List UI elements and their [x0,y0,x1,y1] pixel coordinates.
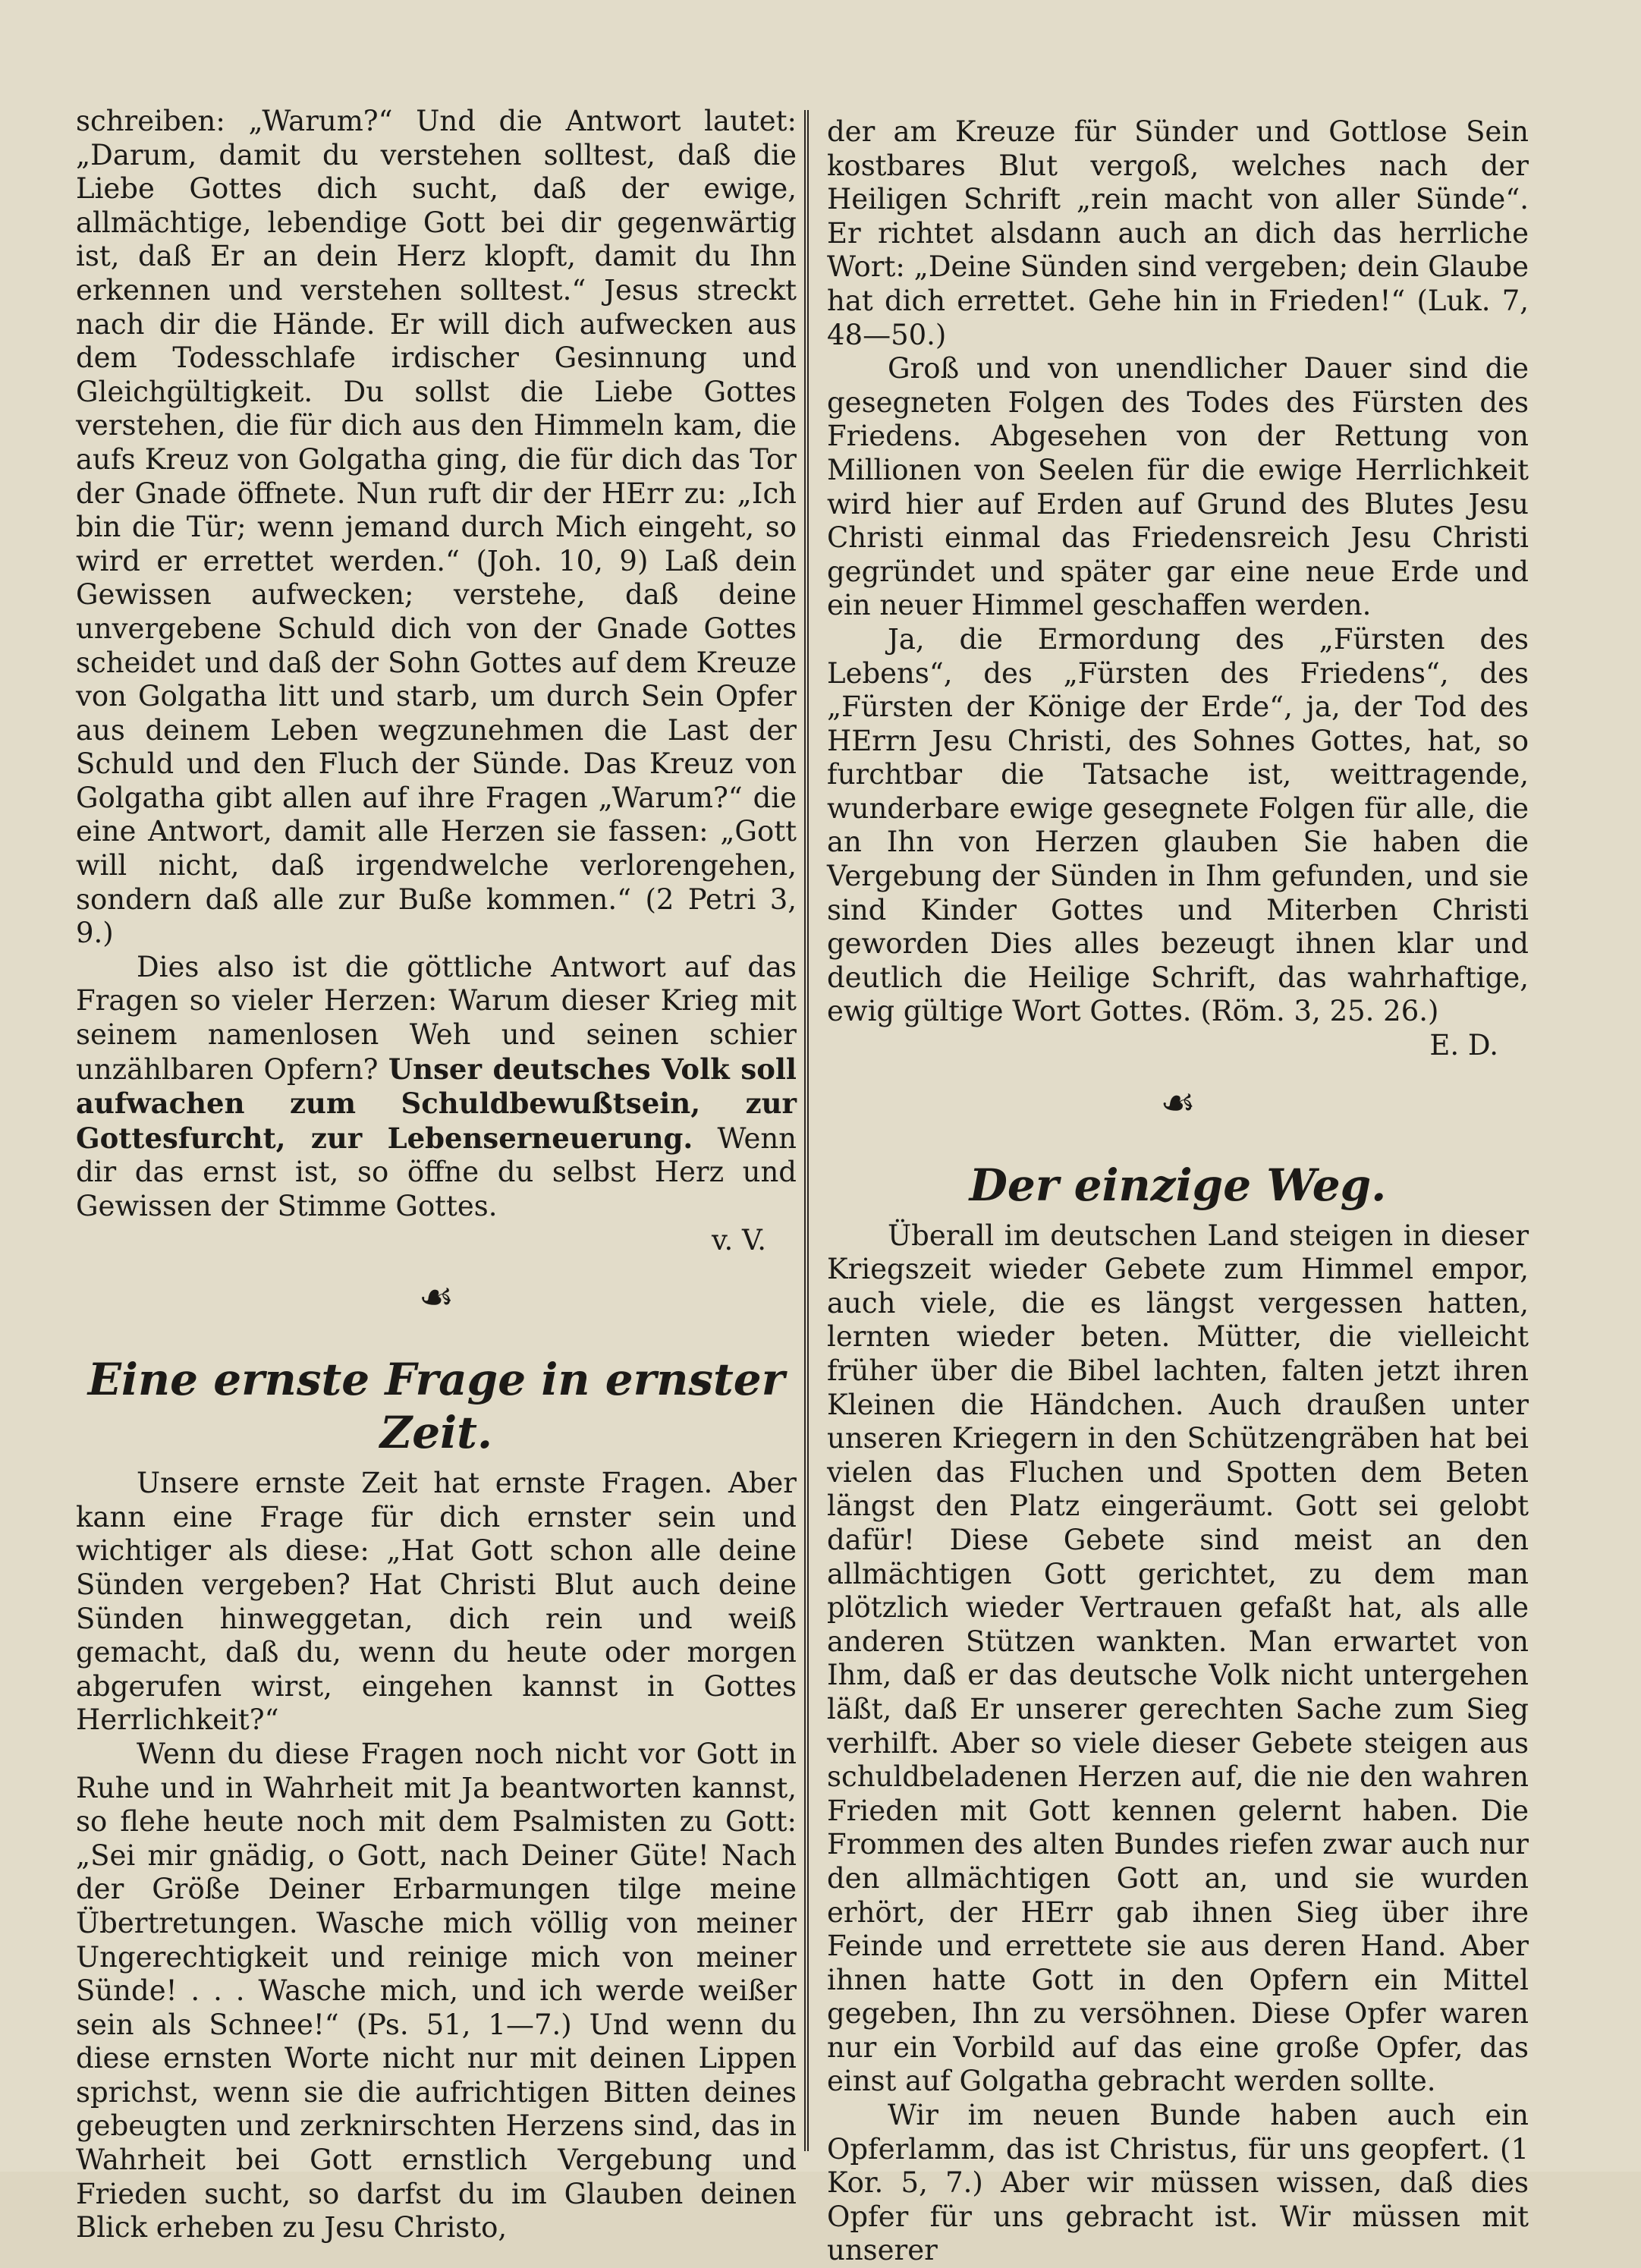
right-column [827,115,1529,2268]
ornament-icon: ☙ [1160,1080,1196,1126]
left-column [76,105,797,2245]
author-signature: v. V. [711,1223,766,1257]
paragraph: Ja, die Ermordung des „Fürsten des Lebens“, des „Fürsten des Friedens“, des „Fürsten der Könige der Erde“, ja, der Tod des HErrn Jesu Christi, des Sohnes Gottes, hat, so furchtbar die Tatsache ist, weittragende, wunderbare ewige gesegnete Folgen für alle, die an Ihn von Herzen glauben Sie haben die Vergebung der Sünden in Ihm gefunden, und sie sind Kinder Gottes und Miterben Christi geworden Dies alles bezeugt ihnen klar und deutlich die Heilige Schrift, das wahrhaftige, ewig gültige Wort Gottes. (Röm. 3, 25. 26.) [827,622,1529,1028]
paragraph: Wenn du diese Fragen noch nicht vor Gott in Ruhe und in Wahrheit mit Ja beantworten kannst, so flehe heute noch mit dem Psalmisten zu Gott: „Sei mir gnädig, o Gott, nach Deiner Güte! Nach der Größe Deiner Erbarmungen tilge meine Übertretungen. Wasche mich völlig von meiner Ungerechtigkeit und reinige mich von meiner Sünde! . . . Wasche mich, und ich werde weißer sein als Schnee!“ (Ps. 51, 1—7.) Und wenn du diese ernsten Worte nicht nur mit deinen Lippen sprichst, wenn sie die aufrichtigen Bitten deines gebeugten und zerknirschten Herzens sind, das in Wahrheit bei Gott ernstlich Vergebung und Frieden sucht, so darfst du im Glauben deinen Blick erheben zu Jesu Christo, [76,1737,797,2244]
paragraph: Groß und von unendlicher Dauer sind die gesegneten Folgen des Todes des Fürsten des Friedens. Abgesehen von der Rettung von Millionen von Seelen für die ewige Herrlichkeit wird hier auf Erden auf Grund des Blutes Jesu Christi einmal das Friedensreich Jesu Christi gegründet und später gar eine neue Erde und ein neuer Himmel geschaffen werden. [827,352,1529,622]
paragraph: Überall im deutschen Land steigen in dieser Kriegszeit wieder Gebete zum Himmel empor, auch viele, die es längst vergessen hatten, lernten wieder beten. Mütter, die vielleicht früher über die Bibel lachten, falten jetzt ihren Kleinen die Händchen. Auch draußen unter unseren Kriegern in den Schützengräben hat bei vielen das Fluchen und Spotten dem Beten längst den Platz eingeräumt. Gott sei gelobt dafür! Diese Gebete sind meist an den allmächtigen Gott gerichtet, zu dem man plötzlich wieder Vertrauen gefaßt hat, als alle anderen Stützen wankten. Man erwartet von Ihm, daß er das deutsche Volk nicht untergehen läßt, daß Er unserer gerechten Sache zum Sieg verhilft. Aber so viele dieser Gebete steigen aus schuldbeladenen Herzen auf, die nie den wahren Frieden mit Gott kennen gelernt haben. Die Frommen des alten Bundes riefen zwar auch nur den allmächtigen Gott an, und sie wurden erhört, der HErr gab ihnen Sieg über ihre Feinde und errettete sie aus deren Hand. Aber ihnen hatte Gott in den Opfern ein Mittel gegeben, Ihn zu versöhnen. Diese Opfer waren nur ein Vorbild auf das eine große Opfer, das einst auf Golgatha gebracht werden sollte. [827,1219,1529,2098]
article-heading: Eine ernste Frage in ernster Zeit. [87,1354,785,1459]
paragraph: Wir im neuen Bunde haben auch ein Opferlamm, das ist Christus, für uns geopfert. (1 Kor. 5, 7.) Aber wir müssen wissen, daß dies Opfer für uns gebracht ist. Wir müssen mit unserer [827,2099,1529,2267]
column-divider [804,110,809,2151]
paragraph: Unsere ernste Zeit hat ernste Fragen. Aber kann eine Frage für dich ernster sein und wichtiger als diese: „Hat Gott schon alle deine Sünden vergeben? Hat Christi Blut auch deine Sünden hinweggetan, dich rein und weiß gemacht, daß du, wenn du heute oder morgen abgerufen wirst, eingehen kannst in Gottes Herrlichkeit?“ [76,1467,797,1737]
paragraph: der am Kreuze für Sünder und Gottlose Sein kostbares Blut vergoß, welches nach der Heiligen Schrift „rein macht von aller Sünde“. Er richtet alsdann auch an dich das herrliche Wort: „Deine Sünden sind vergeben; dein Glaube hat dich errettet. Gehe hin in Frieden!“ (Luk. 7, 48—50.) [827,115,1529,351]
article-heading: Der einzige Weg. [969,1159,1387,1211]
ornament-icon: ☙ [418,1275,454,1321]
paragraph: schreiben: „Warum?“ Und die Antwort lautet: „Darum, damit du verstehen solltest, daß die Liebe Gottes dich sucht, daß der ewige, allmächtige, lebendige Gott bei dir gegenwärtig ist, daß Er an dein Herz klopft, damit du Ihn erkennen und verstehen solltest.“ Jesus streckt nach dir die Hände. Er will dich aufwecken aus dem Todesschlafe irdischer Gesinnung und Gleichgültigkeit. Du sollst die Liebe Gottes verstehen, die für dich aus den Himmeln kam, die aufs Kreuz von Golgatha ging, die für dich das Tor der Gnade öffnete. Nun ruft dir der HErr zu: „Ich bin die Tür; wenn jemand durch Mich eingeht, so wird er errettet werden.“ (Joh. 10, 9) Laß dein Gewissen aufwecken; verstehe, daß deine unvergebene Schuld dich von der Gnade Gottes scheidet und daß der Sohn Gottes auf dem Kreuze von Golgatha litt und starb, um durch Sein Opfer aus deinem Leben wegzunehmen die Last der Schuld und den Fluch der Sünde. Das Kreuz von Golgatha gibt allen auf ihre Fragen „Warum?“ die eine Antwort, damit alle Herzen sie fassen: „Gott will nicht, daß irgendwelche verlorengehen, sondern daß alle zur Buße kommen.“ (2 Petri 3, 9.) [76,105,797,950]
paragraph [76,951,797,1224]
paragraph-text: Wenn dir das ernst ist, so öffne du selbst Herz und Gewissen der Stimme Gottes. [76,1121,797,1222]
paragraph-text: Dies also ist die göttliche Antwort auf das Fragen so vieler Herzen: Warum dieser Krieg mit seinem namenlosen Weh und seinen schier unzählbaren Opfern? [76,950,797,1086]
emphasis-text: Unser deutsches Volk soll aufwachen zum Schuldbewußtsein, zur Gottesfurcht, zur Lebenserneuerung. [76,1052,797,1155]
author-signature: E. D. [1429,1029,1498,1062]
